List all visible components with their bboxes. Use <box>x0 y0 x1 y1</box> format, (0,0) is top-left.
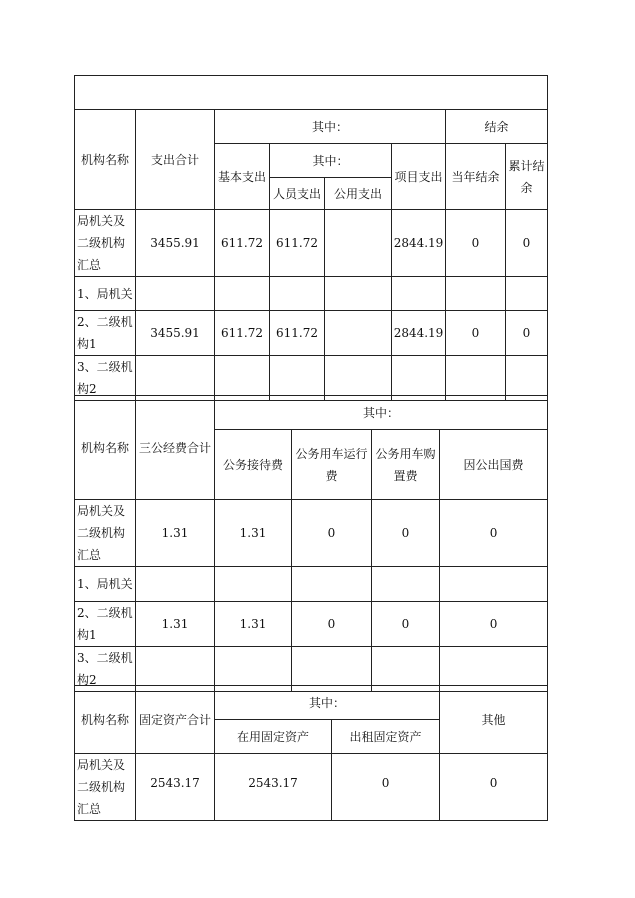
cell-personnel: 611.72 <box>270 210 325 277</box>
row-name: 局机关及二级机构汇总 <box>75 210 136 277</box>
cell-project <box>392 277 446 311</box>
cell-total: 2543.17 <box>136 754 215 821</box>
row-name: 局机关及二级机构汇总 <box>75 500 136 567</box>
cell-total <box>136 567 215 602</box>
cell-public <box>325 210 392 277</box>
table-title <box>75 76 548 110</box>
header-qizhong-sub: 其中： <box>270 144 392 178</box>
table-row <box>75 311 548 356</box>
header-abroad: 因公出国费 <box>440 430 548 500</box>
cell-personnel <box>270 277 325 311</box>
cell-abroad: 0 <box>440 602 548 647</box>
three-public-expenses-table <box>74 395 548 692</box>
row-name: 3、二级机构2 <box>75 647 136 692</box>
cell-basic: 611.72 <box>215 210 270 277</box>
row-name: 局机关及二级机构汇总 <box>75 754 136 821</box>
row-name: 1、局机关 <box>75 277 136 311</box>
cell-personnel: 611.72 <box>270 311 325 356</box>
header-org-name: 机构名称 <box>75 396 136 500</box>
table-row <box>75 602 548 647</box>
header-qizhong: 其中： <box>215 396 548 430</box>
cell-basic <box>215 277 270 311</box>
header-project: 项目支出 <box>392 144 446 210</box>
header-public: 公用支出 <box>325 178 392 210</box>
table-row <box>75 356 548 401</box>
row-name: 3、二级机构2 <box>75 356 136 401</box>
header-basic: 基本支出 <box>215 144 270 210</box>
cell-abroad <box>440 567 548 602</box>
cell-vehicle-run: 0 <box>292 602 372 647</box>
header-cumulative-surplus: 累计结余 <box>506 144 548 210</box>
cell-total <box>136 277 215 311</box>
cell-vehicle-buy: 0 <box>372 602 440 647</box>
cell-public <box>325 356 392 401</box>
cell-total <box>136 356 215 401</box>
header-org-name: 机构名称 <box>75 110 136 210</box>
header-qizhong: 其中： <box>215 110 446 144</box>
table-row <box>75 277 548 311</box>
header-vehicle-buy: 公务用车购置费 <box>372 430 440 500</box>
header-total: 支出合计 <box>136 110 215 210</box>
header-in-use: 在用固定资产 <box>215 720 332 754</box>
cell-vehicle-buy: 0 <box>372 500 440 567</box>
header-current-surplus: 当年结余 <box>446 144 506 210</box>
cell-current: 0 <box>446 311 506 356</box>
cell-current <box>446 277 506 311</box>
header-personnel: 人员支出 <box>270 178 325 210</box>
header-total: 固定资产合计 <box>136 686 215 754</box>
cell-cumulative <box>506 356 548 401</box>
cell-reception: 1.31 <box>215 602 292 647</box>
header-total: 三公经费合计 <box>136 396 215 500</box>
header-rented: 出租固定资产 <box>332 720 440 754</box>
cell-current <box>446 356 506 401</box>
cell-rented: 0 <box>332 754 440 821</box>
header-surplus: 结余 <box>446 110 548 144</box>
cell-vehicle-run: 0 <box>292 500 372 567</box>
cell-cumulative: 0 <box>506 210 548 277</box>
cell-public <box>325 311 392 356</box>
table-row <box>75 754 548 821</box>
cell-vehicle-buy <box>372 567 440 602</box>
cell-reception: 1.31 <box>215 500 292 567</box>
cell-project: 2844.19 <box>392 210 446 277</box>
header-reception: 公务接待费 <box>215 430 292 500</box>
cell-other: 0 <box>440 754 548 821</box>
expenditure-table <box>74 75 548 401</box>
cell-basic <box>215 356 270 401</box>
cell-project: 2844.19 <box>392 311 446 356</box>
table-row <box>75 500 548 567</box>
cell-cumulative: 0 <box>506 311 548 356</box>
cell-cumulative <box>506 277 548 311</box>
cell-public <box>325 277 392 311</box>
cell-total: 1.31 <box>136 500 215 567</box>
header-vehicle-run: 公务用车运行费 <box>292 430 372 500</box>
cell-total: 3455.91 <box>136 210 215 277</box>
table-row <box>75 210 548 277</box>
table-row <box>75 567 548 602</box>
header-qizhong: 其中： <box>215 686 440 720</box>
cell-abroad: 0 <box>440 500 548 567</box>
header-org-name: 机构名称 <box>75 686 136 754</box>
cell-basic: 611.72 <box>215 311 270 356</box>
cell-personnel <box>270 356 325 401</box>
fixed-assets-table <box>74 685 548 821</box>
cell-reception <box>215 567 292 602</box>
header-other: 其他 <box>440 686 548 754</box>
cell-current: 0 <box>446 210 506 277</box>
cell-vehicle-run <box>292 567 372 602</box>
row-name: 1、局机关 <box>75 567 136 602</box>
cell-project <box>392 356 446 401</box>
row-name: 2、二级机构1 <box>75 311 136 356</box>
cell-total: 3455.91 <box>136 311 215 356</box>
row-name: 2、二级机构1 <box>75 602 136 647</box>
cell-in-use: 2543.17 <box>215 754 332 821</box>
cell-total: 1.31 <box>136 602 215 647</box>
